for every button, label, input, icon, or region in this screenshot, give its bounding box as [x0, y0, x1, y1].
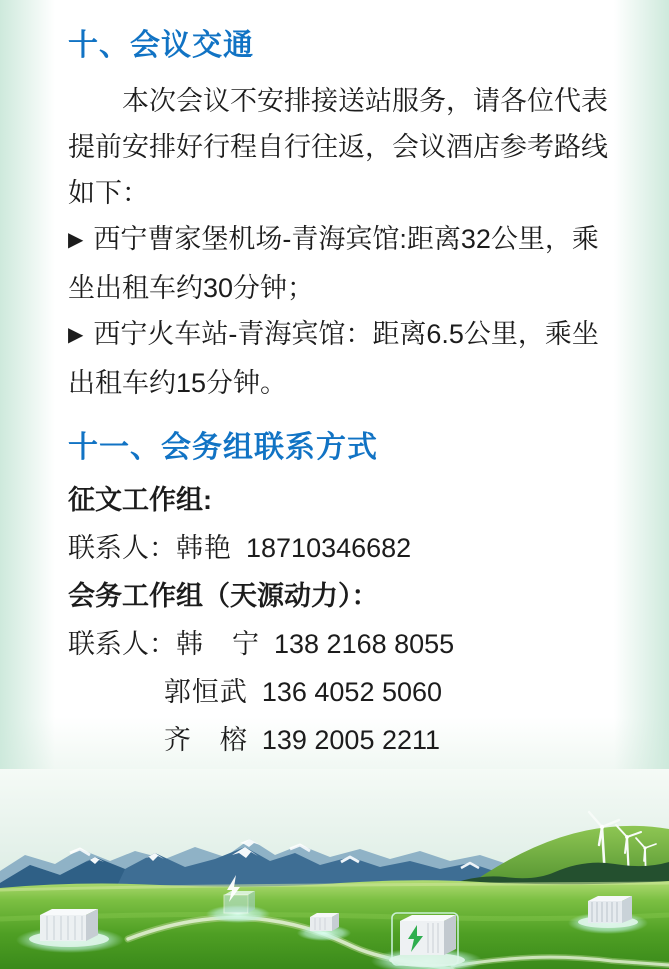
affairs-contact-3	[68, 716, 617, 764]
arrow-bullet-icon: ▶	[68, 324, 84, 346]
paper-group-contact	[68, 524, 617, 572]
arrow-bullet-icon: ▶	[68, 229, 84, 251]
contact-phone: 136 4052 5060	[261, 677, 443, 707]
route-airport-text: 西宁曹家堡机场-青海宾馆:距离32公里，乘坐出租车约30分钟；	[68, 224, 599, 303]
contact-name: 齐 榕	[163, 725, 248, 755]
paper-group-title: 征文工作组:	[68, 485, 212, 515]
contact-phone: 138 2168 8055	[274, 629, 455, 659]
landscape-svg	[0, 769, 669, 969]
contact-name: 韩 宁	[176, 629, 260, 659]
affairs-contact-1	[68, 620, 617, 668]
transport-intro: 本次会议不安排接送站服务，请各位代表提前安排好行程自行往返，会议酒店参考路线如下：	[68, 86, 608, 208]
section-contacts-heading: 十一、会务组联系方式	[68, 431, 378, 464]
affairs-contact-2	[68, 668, 617, 716]
route-station-text: 西宁火车站-青海宾馆：距离6.5公里，乘坐出租车约15分钟。	[68, 319, 599, 398]
contact-name: 韩艳	[176, 533, 232, 563]
storage-unit-small	[310, 913, 339, 931]
contact-label: 联系人：	[68, 533, 176, 563]
contacts-list	[68, 476, 617, 812]
contact-label: 联系人：	[68, 629, 176, 659]
transport-route-airport	[68, 216, 617, 311]
contact-phone: 18710346682	[246, 533, 412, 563]
contact-name: 郭恒武	[163, 677, 248, 707]
storage-container-main	[389, 913, 465, 967]
section-transport-heading: 十、会议交通	[68, 29, 254, 62]
contact-phone: 139 2005 2211	[261, 725, 441, 755]
affairs-group-title: 会务工作组（天源动力）：	[68, 581, 379, 611]
storage-container-left	[29, 909, 109, 947]
transport-route-station	[68, 311, 617, 406]
footer-landscape-illustration	[0, 769, 669, 969]
